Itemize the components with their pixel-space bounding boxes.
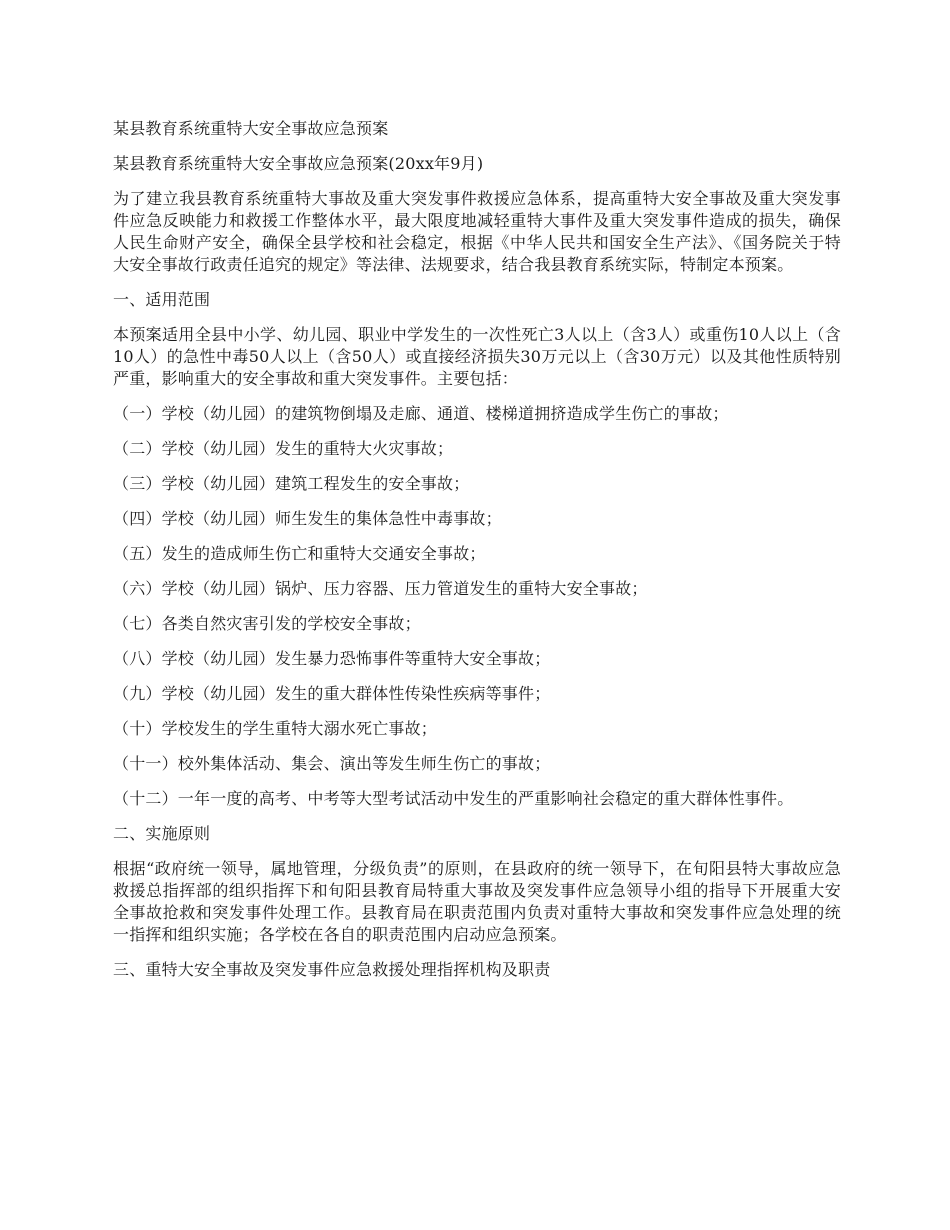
scope-item: （七）各类自然灾害引发的学校安全事故； (113, 614, 421, 633)
scope-paragraph: 本预案适用全县中小学、幼儿园、职业中学发生的一次性死亡3人以上（含3人）或重伤10人以上（含10人）的急性中毒50人以上（含50人）或直接经济损失30万元以上（含30万元）以及其他性质特别严重，影响重大的安全事故和重大突发事件。主要包括： (113, 325, 841, 388)
intro-paragraph: 为了建立我县教育系统重特大事故及重大突发事件救援应急体系，提高重特大安全事故及重大突发事件应急反映能力和救援工作整体水平，最大限度地减轻重特大事件及重大突发事件造成的损失，确保人民生命财产安全，确保全县学校和社会稳定，根据《中华人民共和国安全生产法》、《国务院关于特大安全事故行政责任追究的规定》等法律、法规要求，结合我县教育系统实际，特制定本预案。 (113, 189, 841, 274)
section-heading-principles: 二、实施原则 (113, 824, 211, 843)
scope-item: （九）学校（幼儿园）发生的重大群体性传染性疾病等事件； (113, 684, 551, 703)
scope-item: （八）学校（幼儿园）发生暴力恐怖事件等重特大安全事故； (113, 649, 551, 668)
scope-item: （十二）一年一度的高考、中考等大型考试活动中发生的严重影响社会稳定的重大群体性事件。 (113, 789, 794, 808)
scope-item: （二）学校（幼儿园）发生的重特大火灾事故； (113, 439, 454, 458)
scope-item: （五）发生的造成师生伤亡和重特大交通安全事故； (113, 544, 486, 563)
principles-paragraph: 根据“政府统一领导，属地管理，分级负责”的原则，在县政府的统一领导下，在旬阳县特大事故应急救援总指挥部的组织指挥下和旬阳县教育局特重大事故及突发事件应急领导小组的指导下开展重大安全事故抢救和突发事件处理工作。县教育局在职责范围内负责对重特大事故和突发事件应急处理的统一指挥和组织实施；各学校在各自的职责范围内启动应急预案。 (113, 859, 841, 944)
document-page (113, 118, 841, 994)
scope-item: （四）学校（幼儿园）师生发生的集体急性中毒事故； (113, 509, 502, 528)
scope-item: （十一）校外集体活动、集会、演出等发生师生伤亡的事故； (113, 754, 551, 773)
section-heading-command: 三、重特大安全事故及突发事件应急救援处理指挥机构及职责 (113, 960, 551, 979)
scope-item: （三）学校（幼儿园）建筑工程发生的安全事故； (113, 474, 470, 493)
scope-item: （十）学校发生的学生重特大溺水死亡事故； (113, 719, 438, 738)
document-title: 某县教育系统重特大安全事故应急预案 (113, 119, 389, 138)
document-subtitle: 某县教育系统重特大安全事故应急预案(20xx年9月) (113, 154, 484, 173)
section-heading-scope: 一、适用范围 (113, 290, 211, 309)
scope-item: （六）学校（幼儿园）锅炉、压力容器、压力管道发生的重特大安全事故； (113, 579, 648, 598)
scope-item: （一）学校（幼儿园）的建筑物倒塌及走廊、通道、楼梯道拥挤造成学生伤亡的事故； (113, 404, 729, 423)
